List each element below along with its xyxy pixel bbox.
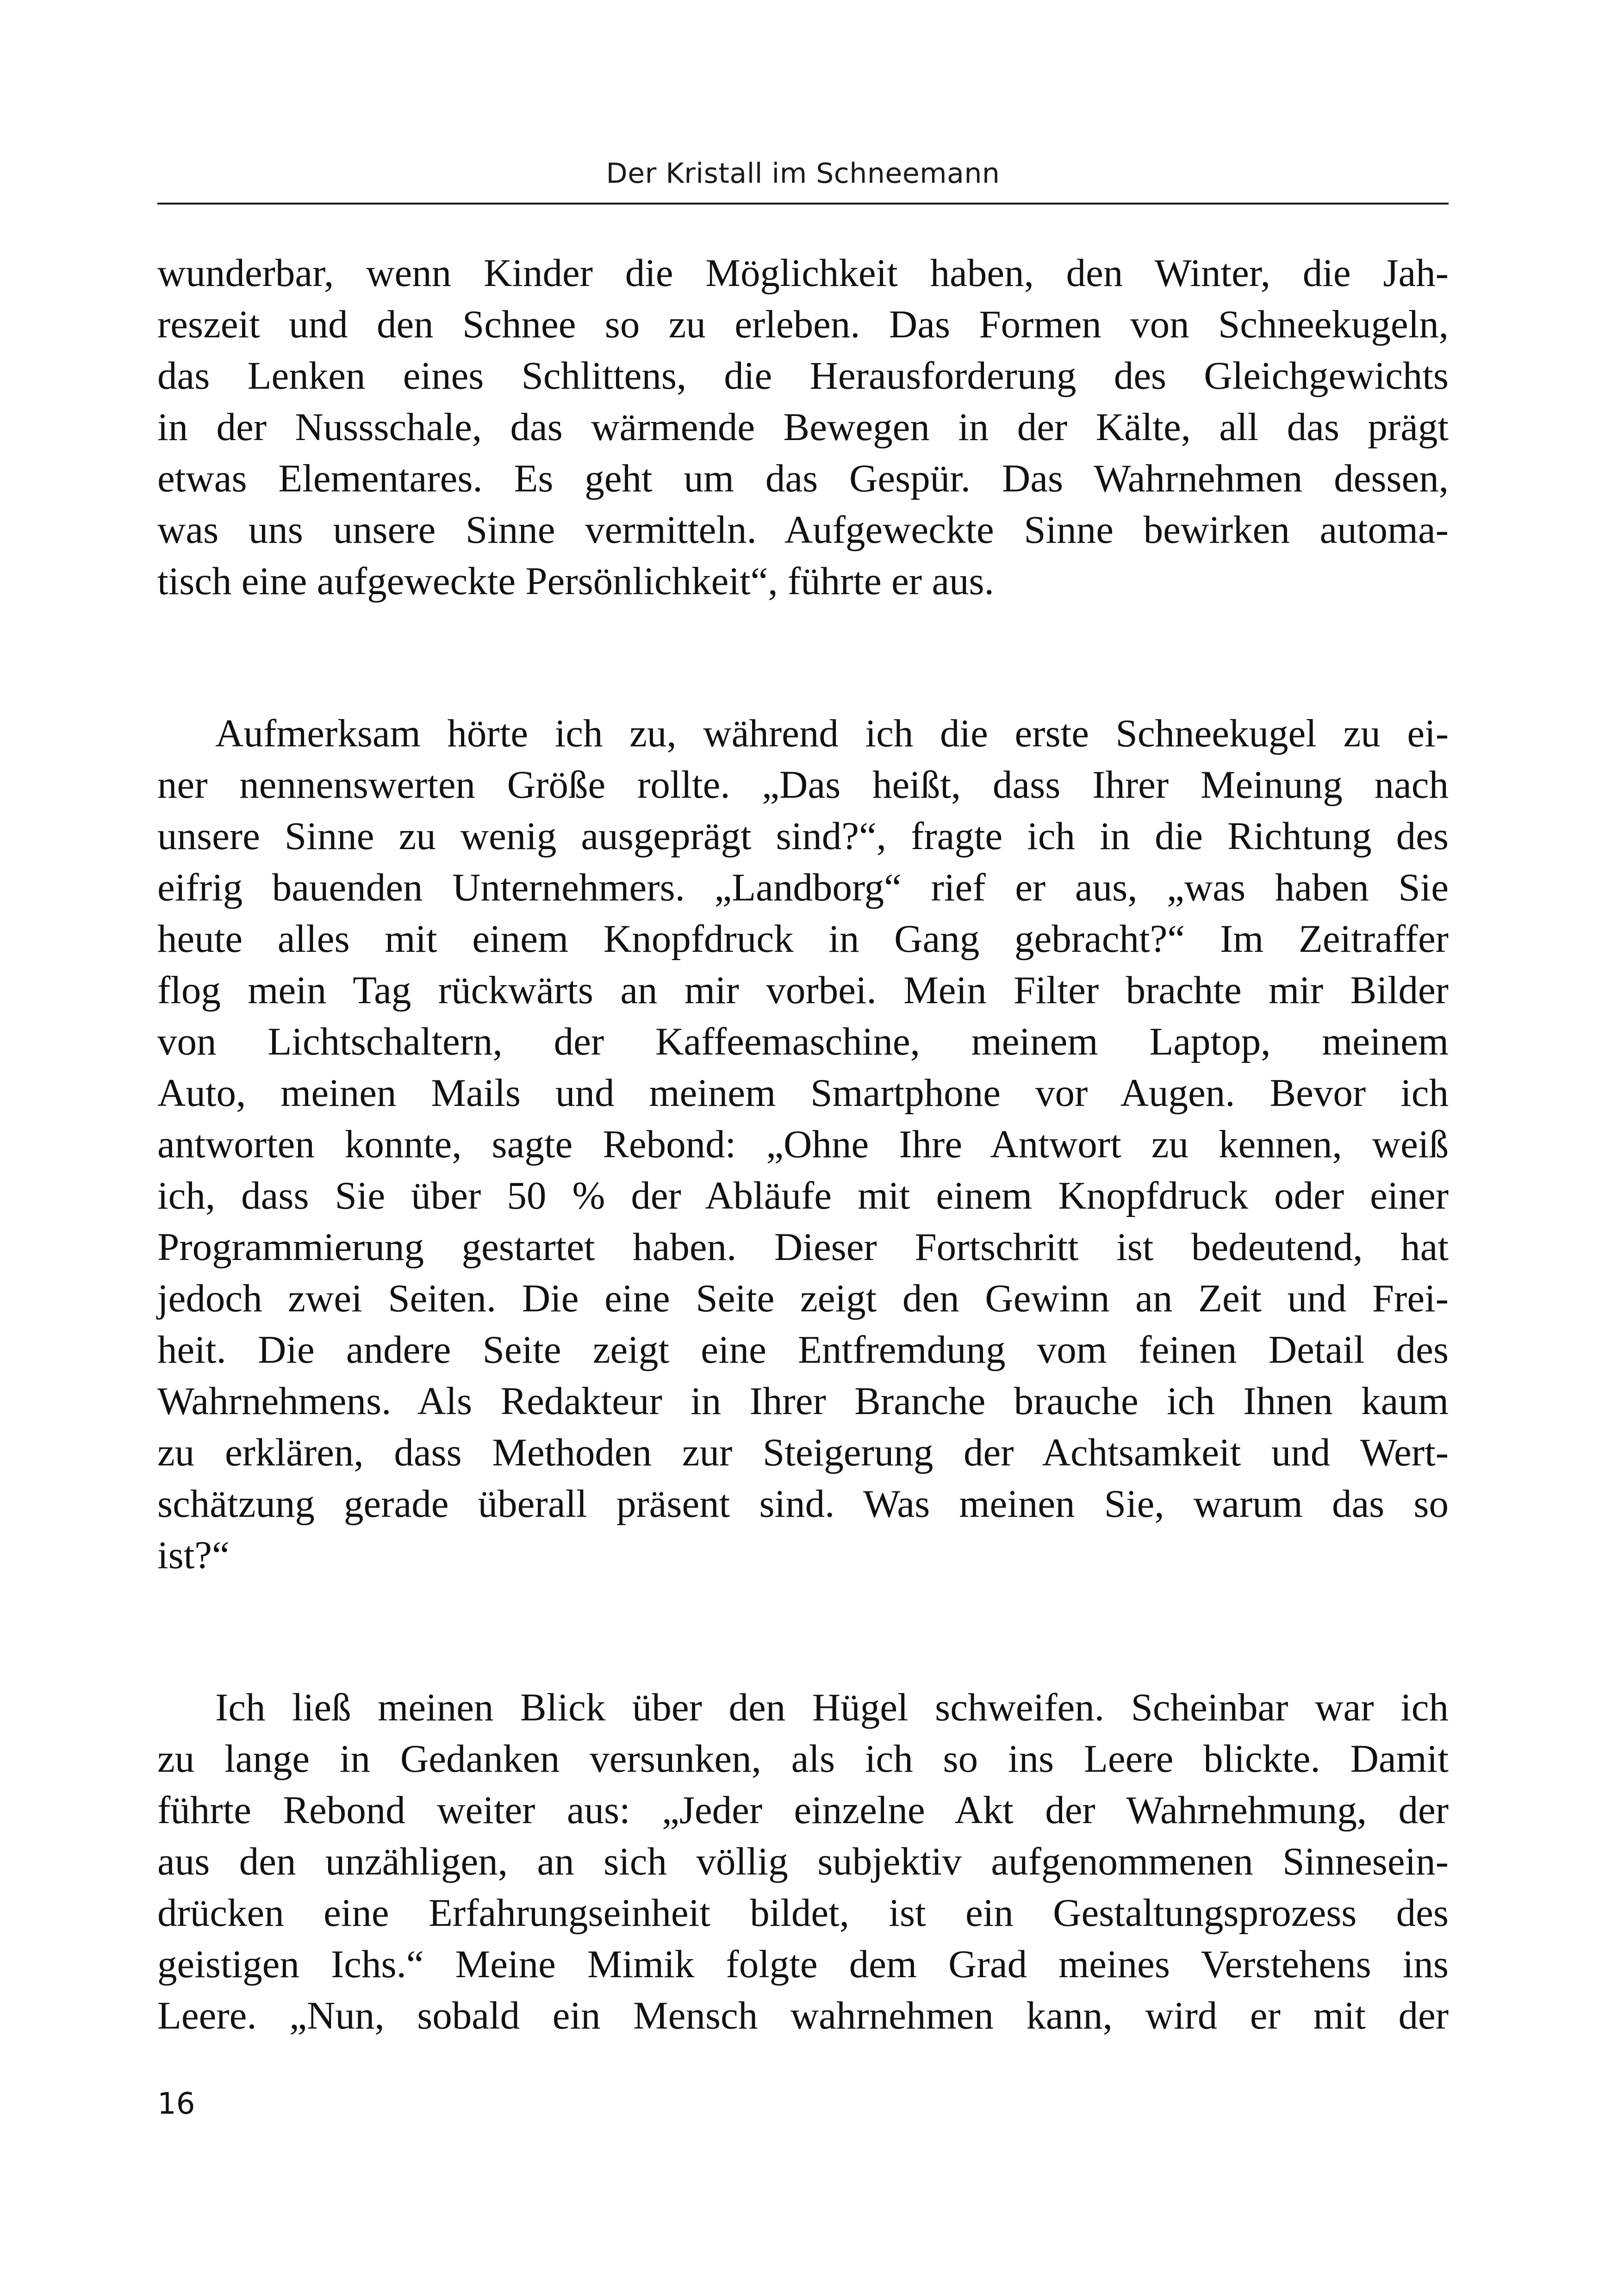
paragraph-line: Wahrnehmens. Als Redakteur in Ihrer Branche brauche ich Ihnen kaum xyxy=(157,1379,1449,1423)
paragraph-line: drücken eine Erfahrungseinheit bildet, ist ein Gestaltungsprozess des xyxy=(157,1891,1449,1935)
paragraph-3 xyxy=(157,1682,1449,2042)
paragraph-2 xyxy=(157,708,1449,1581)
paragraph-line: unsere Sinne zu wenig ausgeprägt sind?“, fragte ich in die Richtung des xyxy=(157,814,1449,858)
paragraph-line: antworten konnte, sagte Rebond: „Ohne Ihre Antwort zu kennen, weiß xyxy=(157,1123,1449,1166)
page-number: 16 xyxy=(157,2087,195,2121)
paragraph-line: zu erklären, dass Methoden zur Steigerung der Achtsamkeit und Wert- xyxy=(157,1431,1449,1474)
paragraph-line: heute alles mit einem Knopfdruck in Gang gebracht?“ Im Zeitraffer xyxy=(157,917,1449,961)
paragraph-line: in der Nussschale, das wärmende Bewegen in der Kälte, all das prägt xyxy=(157,405,1449,449)
paragraph-1 xyxy=(157,248,1449,607)
header-rule xyxy=(157,203,1449,205)
running-head: Der Kristall im Schneemann xyxy=(606,157,1000,190)
paragraph-line: Programmierung gestartet haben. Dieser Fortschritt ist bedeutend, hat xyxy=(157,1225,1449,1269)
paragraph-line: Ich ließ meinen Blick über den Hügel schweifen. Scheinbar war ich xyxy=(215,1686,1449,1729)
paragraph-line: flog mein Tag rückwärts an mir vorbei. Mein Filter brachte mir Bilder xyxy=(157,968,1449,1012)
paragraph-line: schätzung gerade überall präsent sind. Was meinen Sie, warum das so xyxy=(157,1482,1449,1526)
paragraph-line: zu lange in Gedanken versunken, als ich so ins Leere blickte. Damit xyxy=(157,1737,1449,1781)
paragraph-line: das Lenken eines Schlittens, die Herausforderung des Gleichgewichts xyxy=(157,354,1449,397)
paragraph-line: ich, dass Sie über 50 % der Abläufe mit einem Knopfdruck oder einer xyxy=(157,1174,1449,1217)
paragraph-line: etwas Elementares. Es geht um das Gespür. Das Wahrnehmen dessen, xyxy=(157,457,1449,500)
paragraph-line: reszeit und den Schnee so zu erleben. Das Formen von Schneekugeln, xyxy=(157,303,1449,346)
paragraph-line: aus den unzähligen, an sich völlig subjektiv aufgenommenen Sinnesein- xyxy=(157,1840,1449,1883)
paragraph-line: führte Rebond weiter aus: „Jeder einzelne Akt der Wahrnehmung, der xyxy=(157,1788,1449,1832)
paragraph-line: heit. Die andere Seite zeigt eine Entfremdung vom feinen Detail des xyxy=(157,1328,1449,1371)
paragraph-line: tisch eine aufgeweckte Persönlichkeit“, führte er aus. xyxy=(157,559,994,603)
paragraph-line: Leere. „Nun, sobald ein Mensch wahrnehmen kann, wird er mit der xyxy=(157,1994,1449,2037)
paragraph-line: wunderbar, wenn Kinder die Möglichkeit haben, den Winter, die Jah- xyxy=(157,251,1449,295)
paragraph-line: eifrig bauenden Unternehmers. „Landborg“ rief er aus, „was haben Sie xyxy=(157,866,1449,909)
paragraph-line: ist?“ xyxy=(157,1533,230,1577)
paragraph-line: ner nennenswerten Größe rollte. „Das heißt, dass Ihrer Meinung nach xyxy=(157,763,1449,807)
paragraph-line: Aufmerksam hörte ich zu, während ich die erste Schneekugel zu ei- xyxy=(215,712,1449,755)
paragraph-line: Auto, meinen Mails und meinem Smartphone vor Augen. Bevor ich xyxy=(157,1071,1449,1115)
paragraph-line: jedoch zwei Seiten. Die eine Seite zeigt den Gewinn an Zeit und Frei- xyxy=(157,1277,1449,1320)
paragraph-line: von Lichtschaltern, der Kaffeemaschine, meinem Laptop, meinem xyxy=(157,1020,1449,1063)
paragraph-line: geistigen Ichs.“ Meine Mimik folgte dem Grad meines Verstehens ins xyxy=(157,1942,1449,1986)
paragraph-line: was uns unsere Sinne vermitteln. Aufgeweckte Sinne bewirken automa- xyxy=(157,508,1449,552)
